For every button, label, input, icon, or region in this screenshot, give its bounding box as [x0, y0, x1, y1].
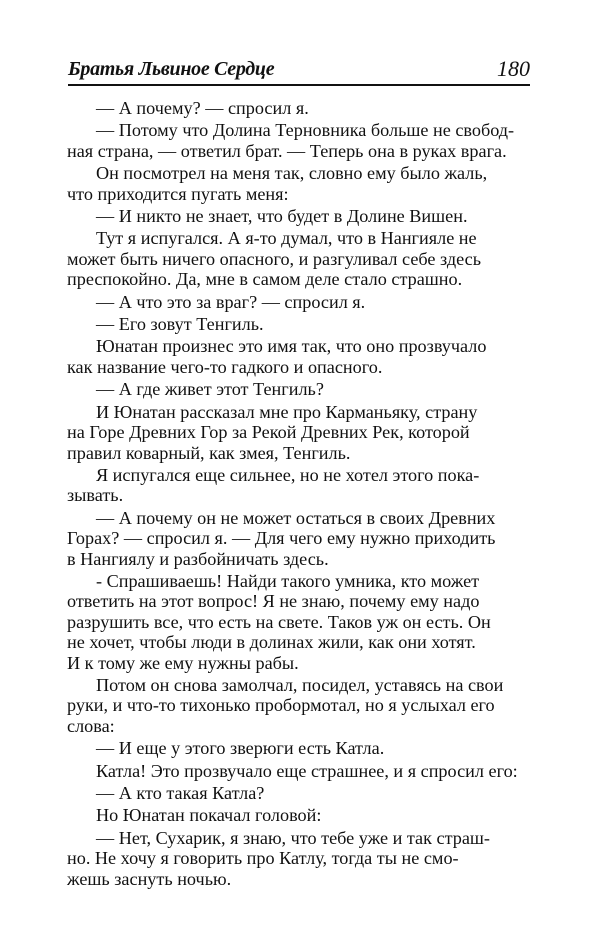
- text-line: — А кто такая Катла?: [96, 783, 265, 803]
- paragraph: [67, 379, 529, 399]
- page-number: 180: [497, 56, 530, 81]
- text-line: — А что это за враг? — спросил я.: [96, 291, 366, 312]
- paragraph: [67, 465, 529, 506]
- paragraph: [67, 675, 529, 736]
- text-line: - Спрашиваешь! Найди такого умника, кто может: [96, 570, 480, 591]
- paragraph: [67, 402, 529, 463]
- text-line: Тут я испугался. А я-то думал, что в Нангияле не: [96, 228, 477, 249]
- paragraph: [67, 120, 529, 161]
- text-line: правил коварный, как змея, Тенгиль.: [67, 442, 351, 463]
- paragraph: [67, 206, 529, 226]
- text-line: — А почему он не может остаться в своих Древних: [96, 507, 496, 528]
- text-line: — И никто не знает, что будет в Долине Вишен.: [96, 206, 468, 227]
- text-line: зывать.: [67, 485, 124, 506]
- page-header: [68, 56, 530, 86]
- text-line: Горах? — спросил я. — Для чего ему нужно приходить: [67, 528, 496, 549]
- page-body: [67, 98, 529, 891]
- text-line: на Горе Древних Гор за Рекой Древних Рек, которой: [67, 422, 470, 443]
- text-line: но. Не хочу я говорить про Катлу, тогда ты не смо-: [67, 848, 459, 869]
- text-line: Но Юнатан покачал головой:: [96, 805, 322, 826]
- text-line: руки, и что-то тихонько пробормотал, но я услыхал его: [67, 695, 495, 716]
- header-rule: [68, 84, 530, 86]
- paragraph: [67, 805, 529, 825]
- paragraph: [67, 228, 529, 289]
- text-line: Я испугался еще сильнее, но не хотел этого пока-: [96, 464, 480, 485]
- paragraph: [67, 761, 529, 781]
- text-line: ответить на этот вопрос! Я не знаю, почему ему надо: [67, 591, 480, 612]
- text-line: — Нет, Сухарик, я знаю, что тебе уже и так страш-: [96, 827, 490, 848]
- text-line: может быть ничего опасного, и разгуливал себе здесь: [67, 248, 482, 269]
- text-line: — А где живет этот Тенгиль?: [96, 379, 324, 400]
- paragraph: [67, 828, 529, 889]
- text-line: — И еще у этого зверюги есть Катла.: [96, 738, 385, 759]
- paragraph: [67, 336, 529, 377]
- text-line: Катла! Это прозвучало еще страшнее, и я спросил его:: [96, 760, 518, 781]
- text-line: Он посмотрел на меня так, словно ему было жаль,: [96, 163, 488, 184]
- text-line: — А почему? — спросил я.: [96, 98, 309, 118]
- text-line: Потом он снова замолчал, посидел, уставясь на свои: [96, 674, 504, 695]
- text-line: не хочет, чтобы люди в долинах жили, как они хотят.: [67, 632, 476, 653]
- text-line: И Юнатан рассказал мне про Карманьяку, страну: [96, 401, 478, 422]
- paragraph: [67, 292, 529, 312]
- text-line: как название чего-то гадкого и опасного.: [67, 356, 383, 377]
- paragraph: [67, 571, 529, 673]
- running-title: Братья Львиное Сердце: [68, 58, 275, 80]
- text-line: жешь заснуть ночью.: [67, 868, 232, 889]
- text-line: — Его зовут Тенгиль.: [96, 314, 264, 335]
- text-line: преспокойно. Да, мне в самом деле стало страшно.: [67, 269, 463, 290]
- text-line: разрушить все, что есть на свете. Таков уж он есть. Он: [67, 611, 491, 632]
- text-line: ная страна, — ответил брат. — Теперь она в руках врага.: [67, 140, 507, 161]
- text-line: И к тому же ему нужны рабы.: [67, 652, 299, 673]
- paragraph: [67, 783, 529, 803]
- paragraph: [67, 98, 529, 118]
- paragraph: [67, 163, 529, 204]
- text-line: Юнатан произнес это имя так, что оно прозвучало: [96, 336, 487, 357]
- paragraph: [67, 314, 529, 334]
- text-line: слова:: [67, 715, 115, 736]
- text-line: — Потому что Долина Терновника больше не свобод-: [96, 120, 515, 141]
- text-line: что приходится пугать меня:: [67, 183, 289, 204]
- text-line: в Нангиялу и разбойничать здесь.: [67, 548, 329, 569]
- paragraph: [67, 738, 529, 758]
- paragraph: [67, 508, 529, 569]
